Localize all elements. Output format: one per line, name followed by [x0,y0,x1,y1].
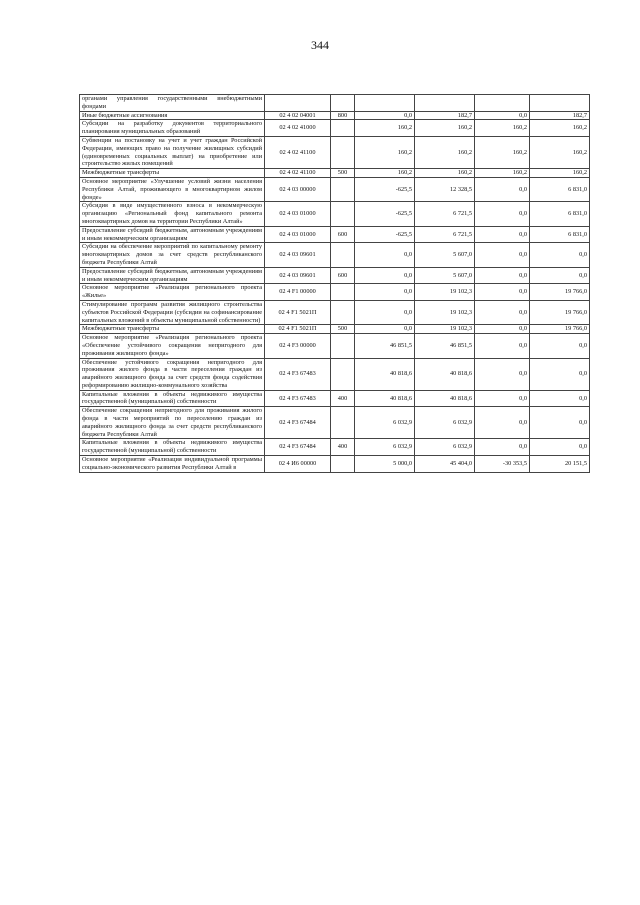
row-amount-2-cell: 45 404,0 [415,456,475,473]
row-amount-2-cell: 40 818,6 [415,390,475,407]
row-amount-2-cell: 160,2 [415,136,475,168]
row-amount-2-cell: 6 721,5 [415,226,475,243]
row-amount-4-cell: 19 766,0 [530,284,590,301]
row-amount-4-cell: 0,0 [530,243,590,267]
row-code-cell: 02 4 И6 00000 [265,456,331,473]
table-row [80,111,590,120]
row-code-cell: 02 4 02 41000 [265,120,331,137]
table-row [80,325,590,334]
row-amount-3-cell: 0,0 [475,284,530,301]
budget-table-body [80,95,590,473]
row-amount-2-cell: 40 818,6 [415,358,475,390]
row-name-cell: органами управления государственными внебюджетными фондами [80,95,265,112]
table-row [80,267,590,284]
row-name-cell: Субсидии на обеспечение мероприятий по капитальному ремонту многоквартирных домов за счет средств республиканского бюджета Республики Алтай [80,243,265,267]
row-amount-3-cell [475,95,530,112]
row-code-cell: 02 4 03 01000 [265,202,331,226]
row-amount-3-cell: 0,0 [475,358,530,390]
row-code-cell: 02 4 F3 67483 [265,358,331,390]
row-amount-4-cell: 20 151,5 [530,456,590,473]
row-amount-2-cell: 46 851,5 [415,334,475,358]
row-expense-type-cell [331,284,355,301]
table-row [80,334,590,358]
row-amount-1-cell: -625,5 [355,226,415,243]
row-expense-type-cell [331,358,355,390]
row-amount-4-cell: 0,0 [530,358,590,390]
row-amount-2-cell: 6 032,9 [415,407,475,439]
table-row [80,226,590,243]
row-amount-1-cell: 160,2 [355,120,415,137]
row-amount-2-cell: 19 102,3 [415,300,475,324]
row-amount-3-cell: 160,2 [475,120,530,137]
row-name-cell: Обеспечение устойчивого сокращения непригодного для проживания жилого фонда в части переселения граждан из аварийного жилищного фонда за счет средств фонда содействия реформированию жилищно-коммунального хозяйства [80,358,265,390]
row-amount-3-cell: 0,0 [475,300,530,324]
table-row [80,358,590,390]
row-expense-type-cell [331,334,355,358]
row-amount-2-cell: 12 328,5 [415,177,475,201]
table-row [80,456,590,473]
row-amount-1-cell [355,95,415,112]
row-name-cell: Основное мероприятие «Реализация регионального проекта «Обеспечение устойчивого сокращения непригодного для проживания жилищного фонда» [80,334,265,358]
row-code-cell: 02 4 F1 5021П [265,300,331,324]
row-code-cell: 02 4 F3 67483 [265,390,331,407]
row-amount-1-cell: 40 818,6 [355,358,415,390]
row-name-cell: Субсидии на разработку документов территориального планирования муниципальных образований [80,120,265,137]
row-expense-type-cell: 400 [331,390,355,407]
row-expense-type-cell: 500 [331,169,355,178]
row-amount-3-cell: 0,0 [475,267,530,284]
row-amount-1-cell: 46 851,5 [355,334,415,358]
row-amount-4-cell: 6 831,0 [530,202,590,226]
table-row [80,95,590,112]
row-code-cell: 02 4 F3 67484 [265,439,331,456]
row-code-cell: 02 4 03 09601 [265,243,331,267]
row-amount-4-cell: 19 766,0 [530,300,590,324]
row-expense-type-cell: 600 [331,226,355,243]
row-amount-4-cell: 6 831,0 [530,226,590,243]
row-amount-2-cell: 6 721,5 [415,202,475,226]
row-amount-3-cell: 0,0 [475,407,530,439]
row-code-cell: 02 4 F3 67484 [265,407,331,439]
row-code-cell: 02 4 F1 5021П [265,325,331,334]
row-name-cell: Субвенции на постановку на учет и учет граждан Российской Федерации, имеющих право на получение жилищных субсидий (единовременных социальных выплат) на приобретение или строительство жилых помещений [80,136,265,168]
row-amount-4-cell: 0,0 [530,267,590,284]
row-expense-type-cell: 600 [331,267,355,284]
row-amount-2-cell: 182,7 [415,111,475,120]
row-amount-3-cell: 0,0 [475,325,530,334]
row-amount-1-cell: 0,0 [355,243,415,267]
row-amount-2-cell [415,95,475,112]
row-expense-type-cell [331,136,355,168]
page-number: 344 [311,38,329,52]
row-amount-1-cell: 0,0 [355,111,415,120]
row-amount-2-cell: 19 102,3 [415,325,475,334]
row-amount-4-cell: 0,0 [530,439,590,456]
row-code-cell: 02 4 03 00000 [265,177,331,201]
row-amount-3-cell: 0,0 [475,111,530,120]
row-amount-2-cell: 5 607,0 [415,243,475,267]
row-name-cell: Основное мероприятие «Улучшение условий жизни населения Республики Алтай, проживающего в многоквартирном жилом фонде» [80,177,265,201]
row-amount-4-cell: 19 766,0 [530,325,590,334]
row-code-cell: 02 4 02 04001 [265,111,331,120]
row-expense-type-cell [331,95,355,112]
row-code-cell [265,95,331,112]
row-expense-type-cell [331,120,355,137]
row-expense-type-cell [331,300,355,324]
row-name-cell: Межбюджетные трансферты [80,169,265,178]
row-amount-4-cell: 0,0 [530,390,590,407]
row-amount-3-cell: 0,0 [475,334,530,358]
row-amount-4-cell [530,95,590,112]
row-amount-3-cell: 0,0 [475,177,530,201]
row-name-cell: Капитальные вложения в объекты недвижимого имущества государственной (муниципальной) собственности [80,439,265,456]
table-row [80,390,590,407]
row-amount-1-cell: 5 000,0 [355,456,415,473]
row-expense-type-cell [331,456,355,473]
row-name-cell: Основное мероприятие «Реализация индивидуальной программы социально-экономического развития Республики Алтай в [80,456,265,473]
row-name-cell: Субсидия в виде имущественного взноса в некоммерческую организацию «Региональный фонд капитального ремонта многоквартирных домов на территории Республики Алтай» [80,202,265,226]
row-amount-4-cell: 160,2 [530,169,590,178]
row-amount-1-cell: 0,0 [355,325,415,334]
row-amount-1-cell: 40 818,6 [355,390,415,407]
table-row [80,202,590,226]
table-row [80,120,590,137]
row-amount-1-cell: 160,2 [355,136,415,168]
row-amount-3-cell: 0,0 [475,390,530,407]
row-amount-4-cell: 160,2 [530,136,590,168]
table-row [80,136,590,168]
row-amount-4-cell: 0,0 [530,407,590,439]
row-amount-2-cell: 5 607,0 [415,267,475,284]
row-expense-type-cell: 500 [331,325,355,334]
row-amount-1-cell: 6 032,9 [355,407,415,439]
row-amount-1-cell: 6 032,9 [355,439,415,456]
row-amount-3-cell: 0,0 [475,202,530,226]
row-expense-type-cell: 400 [331,439,355,456]
row-amount-2-cell: 160,2 [415,120,475,137]
row-amount-4-cell: 182,7 [530,111,590,120]
row-amount-3-cell: 0,0 [475,439,530,456]
row-amount-2-cell: 6 032,9 [415,439,475,456]
row-amount-4-cell: 0,0 [530,334,590,358]
budget-table [79,94,590,473]
row-expense-type-cell [331,243,355,267]
row-amount-3-cell: 160,2 [475,136,530,168]
row-code-cell: 02 4 F3 00000 [265,334,331,358]
table-row [80,177,590,201]
row-expense-type-cell: 800 [331,111,355,120]
row-code-cell: 02 4 02 41100 [265,136,331,168]
row-name-cell: Стимулирование программ развития жилищного строительства субъектов Российской Федерации (субсидии на софинансирование капитальных вложений в объекты муниципальной собственности) [80,300,265,324]
row-expense-type-cell [331,202,355,226]
row-name-cell: Капитальные вложения в объекты недвижимого имущества государственной (муниципальной) собственности [80,390,265,407]
row-code-cell: 02 4 03 09601 [265,267,331,284]
row-amount-1-cell: 0,0 [355,300,415,324]
row-expense-type-cell [331,407,355,439]
row-amount-4-cell: 6 831,0 [530,177,590,201]
row-expense-type-cell [331,177,355,201]
table-row [80,169,590,178]
row-amount-2-cell: 19 102,3 [415,284,475,301]
row-code-cell: 02 4 03 01000 [265,226,331,243]
table-row [80,439,590,456]
row-amount-3-cell: 0,0 [475,243,530,267]
row-code-cell: 02 4 02 41100 [265,169,331,178]
row-name-cell: Обеспечение сокращения непригодного для проживания жилого фонда в части мероприятий по переселению граждан из аварийного жилищного фонда за счет средств республиканского бюджета Республики Алтай [80,407,265,439]
row-amount-3-cell: 160,2 [475,169,530,178]
row-amount-3-cell: 0,0 [475,226,530,243]
row-amount-4-cell: 160,2 [530,120,590,137]
row-name-cell: Основное мероприятие «Реализация регионального проекта «Жилье» [80,284,265,301]
row-amount-1-cell: 0,0 [355,267,415,284]
row-name-cell: Межбюджетные трансферты [80,325,265,334]
row-name-cell: Предоставление субсидий бюджетным, автономным учреждениям и иным некоммерческим организациям [80,226,265,243]
row-name-cell: Предоставление субсидий бюджетным, автономным учреждениям и иным некоммерческим организациям [80,267,265,284]
table-row [80,284,590,301]
table-row [80,300,590,324]
table-row [80,243,590,267]
row-amount-1-cell: 0,0 [355,284,415,301]
row-name-cell: Иные бюджетные ассигнования [80,111,265,120]
table-row [80,407,590,439]
row-amount-2-cell: 160,2 [415,169,475,178]
row-code-cell: 02 4 F1 00000 [265,284,331,301]
row-amount-1-cell: -625,5 [355,177,415,201]
row-amount-1-cell: 160,2 [355,169,415,178]
row-amount-1-cell: -625,5 [355,202,415,226]
row-amount-3-cell: -30 353,5 [475,456,530,473]
